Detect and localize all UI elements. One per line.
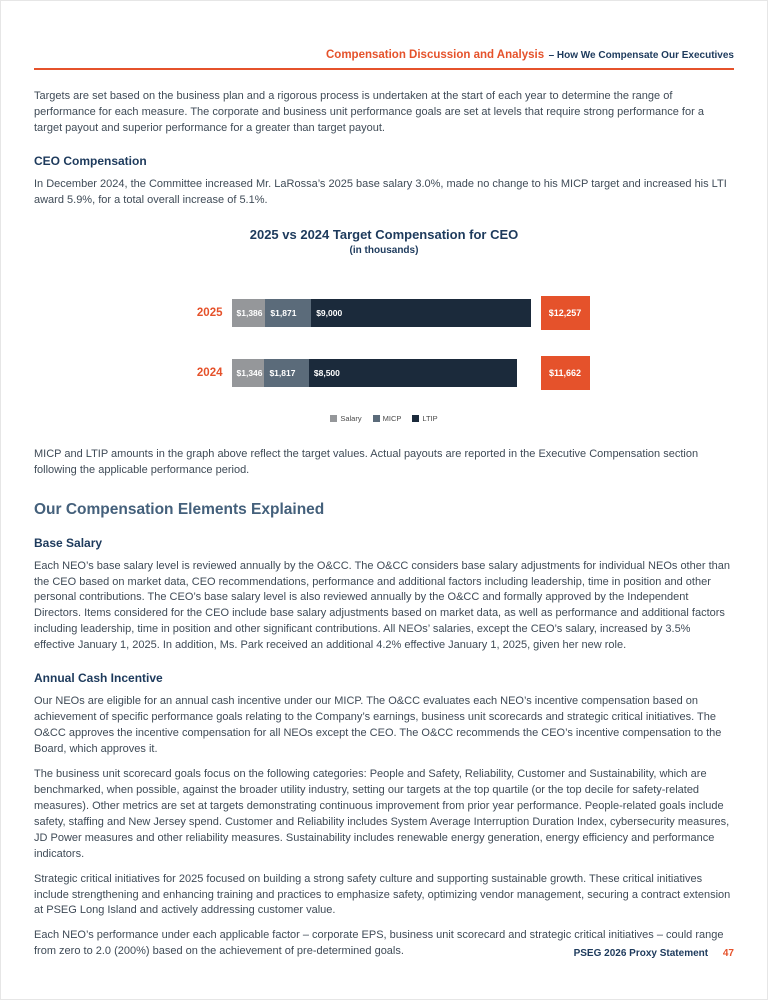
chart-row-2024: [179, 356, 590, 390]
footer-text: PSEG 2026 Proxy Statement: [573, 948, 709, 959]
page-number: 47: [722, 948, 734, 959]
chart-note-paragraph: MICP and LTIP amounts in the graph above reflect the target values. Actual payouts are reported in the Executive Compensation section following the applicable performance period.: [34, 447, 699, 476]
year-label: 2024: [196, 366, 223, 379]
header-rule: [34, 68, 734, 70]
chart-legend: [330, 414, 437, 423]
bar-segment-ltip: $9,000: [311, 299, 531, 327]
legend-item-salary: [330, 414, 361, 423]
bar-segment-salary: $1,386: [232, 299, 266, 327]
annual-cash-paragraph-1: Our NEOs are eligible for an annual cash incentive under our MICP. The O&CC evaluates each NEO’s incentive compensation based on achievement of specific performance goals relating to the Company’s earnings, business unit scorecards and strategic critical initiatives. The O&CC approves the incentive compensation for all NEOs except the CEO. The O&CC recommends the CEO’s incentive compensation to the Board, which approves it.: [34, 695, 722, 755]
year-label: 2025: [196, 306, 223, 319]
bar-segment-ltip: $8,500: [309, 359, 517, 387]
header-title: Compensation Discussion and Analysis: [325, 49, 545, 61]
bar-segment-micp: $1,817: [264, 359, 308, 387]
chart-row-2025: [179, 296, 590, 330]
annual-cash-paragraph-4: Each NEO’s performance under each applicable factor – corporate EPS, business unit scorecard and strategic critical initiatives – could range from zero to 2.0 (200%) based on the achievement of pre-determined goals.: [34, 929, 724, 958]
base-salary-heading: Base Salary: [34, 535, 103, 550]
legend-label: LTIP: [422, 413, 438, 423]
doc-footer: [574, 948, 734, 959]
legend-swatch-micp: [373, 415, 380, 422]
annual-cash-heading: Annual Cash Incentive: [34, 671, 163, 686]
doc-header: [34, 45, 734, 70]
bar-track: [232, 299, 532, 327]
legend-item-micp: [373, 414, 402, 423]
chart-subtitle: (in thousands): [349, 244, 419, 256]
bar-segment-salary: $1,346: [232, 359, 265, 387]
ceo-compensation-chart: [34, 227, 734, 423]
annual-cash-paragraph-2: The business unit scorecard goals focus on the following categories: People and Safety, Reliability, Customer and Sustainability, which are benchmarked, when possible, against the broader utility industry, setting our targets at the top quartile (or the top decile for safety-related measures). Other metrics are set at targets demonstrating continuous improvement from prior year performance. People-related goals include safety, staffing and New Jersey spend. Customer and Reliability includes System Average Interruption Duration Index, cybersecurity measures, JD Power measures and other reliability measures. Sustainability includes renewable energy generation, energy efficiency and performance indicators.: [34, 767, 730, 860]
legend-item-ltip: [412, 414, 437, 423]
chart-rows: [179, 270, 590, 390]
legend-label: Salary: [340, 413, 362, 423]
total-box: $11,662: [541, 356, 590, 390]
doc-header-text: [34, 45, 734, 63]
intro-paragraph: Targets are set based on the business plan and a rigorous process is undertaken at the start of each year to determine the range of performance for each measure. The corporate and business unit performance goals are set at levels that require strong performance for a target payout and superior performance for a greater than target payout.: [34, 90, 704, 134]
ceo-compensation-heading: CEO Compensation: [34, 153, 147, 168]
header-subtitle: – How We Compensate Our Executives: [548, 50, 734, 61]
total-box: $12,257: [541, 296, 590, 330]
legend-swatch-salary: [330, 415, 337, 422]
elements-heading: Our Compensation Elements Explained: [34, 500, 325, 518]
legend-swatch-ltip: [412, 415, 419, 422]
ceo-compensation-paragraph: In December 2024, the Committee increased Mr. LaRossa’s 2025 base salary 3.0%, made no change to his MICP target and increased his LTI award 5.9%, for a total overall increase of 5.1%.: [34, 177, 727, 206]
base-salary-paragraph: Each NEO’s base salary level is reviewed annually by the O&CC. The O&CC considers base salary adjustments for individual NEOs other than the CEO based on market data, CEO recommendations, performance and additional factors including leadership, time in position and other personal contributions. The CEO’s base salary level is also reviewed annually by the O&CC and formally approved by the Independent Directors. Items considered for the CEO include base salary adjustments based on market data, as well as performance and additional factors including leadership, time in position and other significant contributions. All NEOs’ salaries, except the CEO’s salary, increased by 3.5% effective January 1, 2025. In addition, Ms. Park received an additional 4.2% effective January 1, 2025, given her new role.: [34, 559, 730, 652]
annual-cash-paragraph-3: Strategic critical initiatives for 2025 focused on building a strong safety culture and supporting sustainable growth. These critical initiatives include strengthening and enhancing training and practices to emphasize safety, optimizing vendor management, securing a contract extension at PSEG Long Island and actively addressing customer value.: [34, 872, 731, 917]
chart-title: 2025 vs 2024 Target Compensation for CEO: [249, 226, 519, 242]
legend-label: MICP: [382, 413, 402, 423]
bar-segment-micp: $1,871: [265, 299, 311, 327]
bar-track: [232, 359, 532, 387]
